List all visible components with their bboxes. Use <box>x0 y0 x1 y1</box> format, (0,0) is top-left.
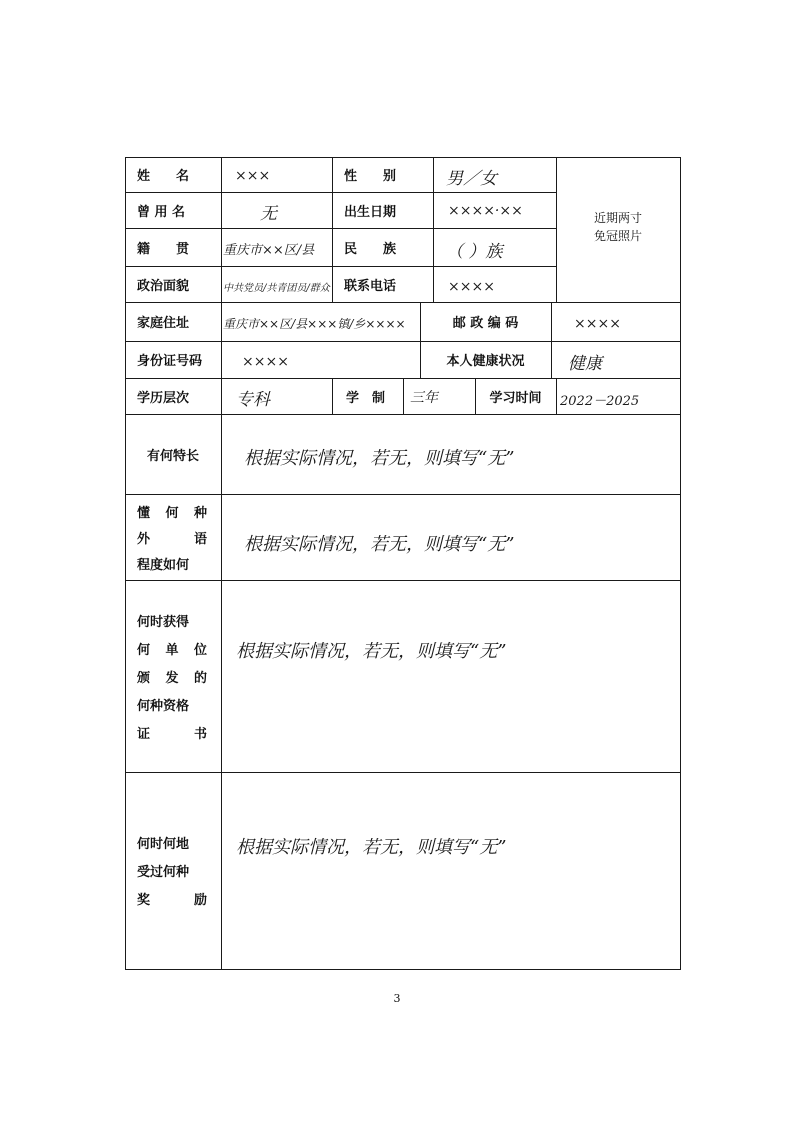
table-border-bottom <box>125 969 681 970</box>
study-system-value: 三年 <box>410 390 438 406</box>
awards-label <box>137 772 217 969</box>
name-value: ××× <box>235 168 271 184</box>
former-name-label: 曾 用 名 <box>137 204 186 220</box>
col-divider <box>403 378 404 414</box>
label-line: 何 单 位 <box>137 642 207 658</box>
foreign-language-label <box>137 494 217 580</box>
study-time-label: 学习时间 <box>489 390 542 406</box>
label-line: 奖 励 <box>137 893 207 908</box>
label-line: 外 语 <box>137 531 207 547</box>
photo-placeholder <box>556 209 680 245</box>
health-status-value: 健康 <box>568 353 602 374</box>
label-line: 证 书 <box>137 726 207 742</box>
id-number-label: 身份证号码 <box>137 354 203 369</box>
certificate-label <box>137 580 217 772</box>
label-line: 懂 何 种 <box>137 505 207 521</box>
label-line: 受过何种 <box>137 865 190 880</box>
label-line: 何时何地 <box>137 837 190 852</box>
birth-date-value: ××××·×× <box>448 203 523 219</box>
political-status-value: 中共党员/共青团员/群众 <box>223 282 330 294</box>
birth-date-label: 出生日期 <box>344 204 397 220</box>
gender-label: 性 别 <box>344 169 397 184</box>
native-place-value: 重庆市××区/县 <box>223 242 315 258</box>
gender-value: 男／女 <box>446 168 497 189</box>
id-number-value: ×××× <box>242 354 289 370</box>
col-divider <box>221 157 222 970</box>
foreign-language-value: 根据实际情况，若无，则填写“无” <box>244 534 515 555</box>
table-border-right <box>680 157 681 970</box>
label-line: 颁 发 的 <box>137 670 207 686</box>
col-divider <box>551 302 552 378</box>
postal-code-value: ×××× <box>574 315 621 332</box>
col-divider <box>433 157 434 302</box>
specialty-value: 根据实际情况，若无，则填写“无” <box>244 448 515 469</box>
phone-label: 联系电话 <box>344 278 397 294</box>
education-level-value: 专科 <box>236 389 270 410</box>
political-status-label: 政治面貌 <box>137 278 190 294</box>
health-status-label: 本人健康状况 <box>446 354 525 369</box>
home-address-value: 重庆市××区/县×××镇/乡×××× <box>223 317 406 331</box>
label-line: 何种资格 <box>137 698 190 714</box>
ethnicity-label: 民 族 <box>344 241 397 257</box>
phone-value: ×××× <box>448 279 495 295</box>
study-time-value: 2022－2025 <box>560 393 640 409</box>
study-system-label: 学 制 <box>346 390 386 406</box>
photo-text-line-1: 近期两寸 <box>593 211 642 225</box>
specialty-label: 有何特长 <box>146 448 199 464</box>
name-label: 姓 名 <box>137 169 190 184</box>
native-place-label: 籍 贯 <box>137 241 190 257</box>
former-name-value: 无 <box>260 203 277 224</box>
certificate-value: 根据实际情况，若无，则填写“无” <box>236 641 507 662</box>
photo-text-line-2: 免冠照片 <box>593 229 642 243</box>
page-number: 3 <box>393 992 401 1005</box>
col-divider <box>556 378 557 414</box>
ethnicity-value: （ ）族 <box>446 241 503 262</box>
label-line: 程度如何 <box>137 557 190 573</box>
postal-code-label: 邮 政 编 码 <box>452 316 519 331</box>
awards-value: 根据实际情况，若无，则填写“无” <box>236 837 507 858</box>
home-address-label: 家庭住址 <box>137 316 190 331</box>
education-level-label: 学历层次 <box>137 390 190 406</box>
label-line: 何时获得 <box>137 614 190 630</box>
